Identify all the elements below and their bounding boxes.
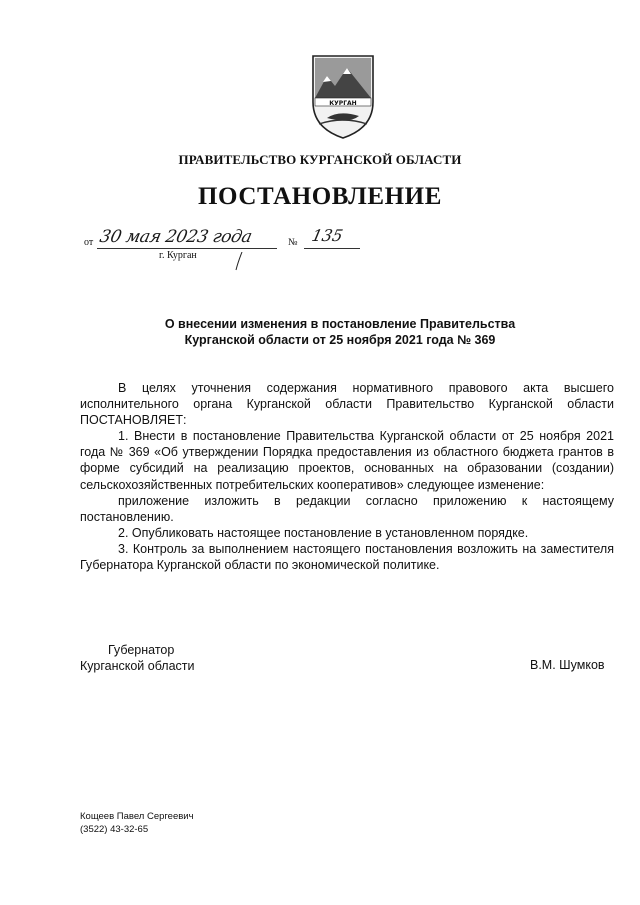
paragraph-item-1-detail: приложение изложить в редакции согласно приложению к настоящему постановлению. [80, 493, 614, 524]
paragraph-item-2: 2. Опубликовать настоящее постановление в установленном порядке. [118, 525, 529, 540]
handwriting-stroke [232, 252, 246, 272]
issue-date: 30 мая 2023 года [97, 227, 254, 247]
document-title: ПОСТАНОВЛЕНИЕ [197, 183, 443, 210]
executor-info [80, 810, 194, 836]
signatory-name: В.М. Шумков [530, 658, 605, 672]
document-body [80, 380, 614, 573]
paragraph-item-1: 1. Внести в постановление Правительства Курганской области от 25 ноября 2021 года № 369 «Об утверждении Порядка предоставления из областного бюджета грантов в форме субсидий на реализацию проектов, основанных на образовании (создании) сельскохозяйственных потребительских кооперативов» следующее изменение: [80, 429, 614, 492]
paragraph-preamble: В целях уточнения содержания нормативного правового акта высшего исполнительного органа Курганской области Правительство Курганской области ПОСТАНОВЛЯЕТ: [80, 381, 614, 428]
paragraph-item-3: 3. Контроль за выполнением настоящего постановления возложить на заместителя Губернатора Курганской области по экономической политике. [80, 541, 614, 573]
government-name: ПРАВИТЕЛЬСТВО КУРГАНСКОЙ ОБЛАСТИ [178, 152, 462, 167]
city: г. Курган [159, 250, 197, 261]
subject-line-2: Курганской области от 25 ноября 2021 года № 369 [184, 333, 496, 347]
signatory-role-line-1: Губернатор [108, 643, 175, 657]
signatory-role-line-2: Курганской области [80, 659, 195, 673]
signatory-role [80, 642, 195, 674]
svg-text:КУРГАН: КУРГАН [329, 100, 357, 107]
document-subject [0, 316, 640, 348]
number-underline [304, 248, 360, 249]
coat-of-arms-icon [305, 50, 381, 140]
executor-phone: (3522) 43-32-65 [80, 824, 149, 835]
executor-name: Кощеев Павел Сергеевич [80, 811, 194, 822]
from-label: от [84, 237, 94, 248]
number-label: № [288, 237, 298, 248]
subject-line-1: О внесении изменения в постановление Правительства [164, 317, 516, 331]
date-underline [97, 248, 277, 249]
issue-number: 135 [309, 226, 345, 245]
issue-line [82, 228, 362, 268]
